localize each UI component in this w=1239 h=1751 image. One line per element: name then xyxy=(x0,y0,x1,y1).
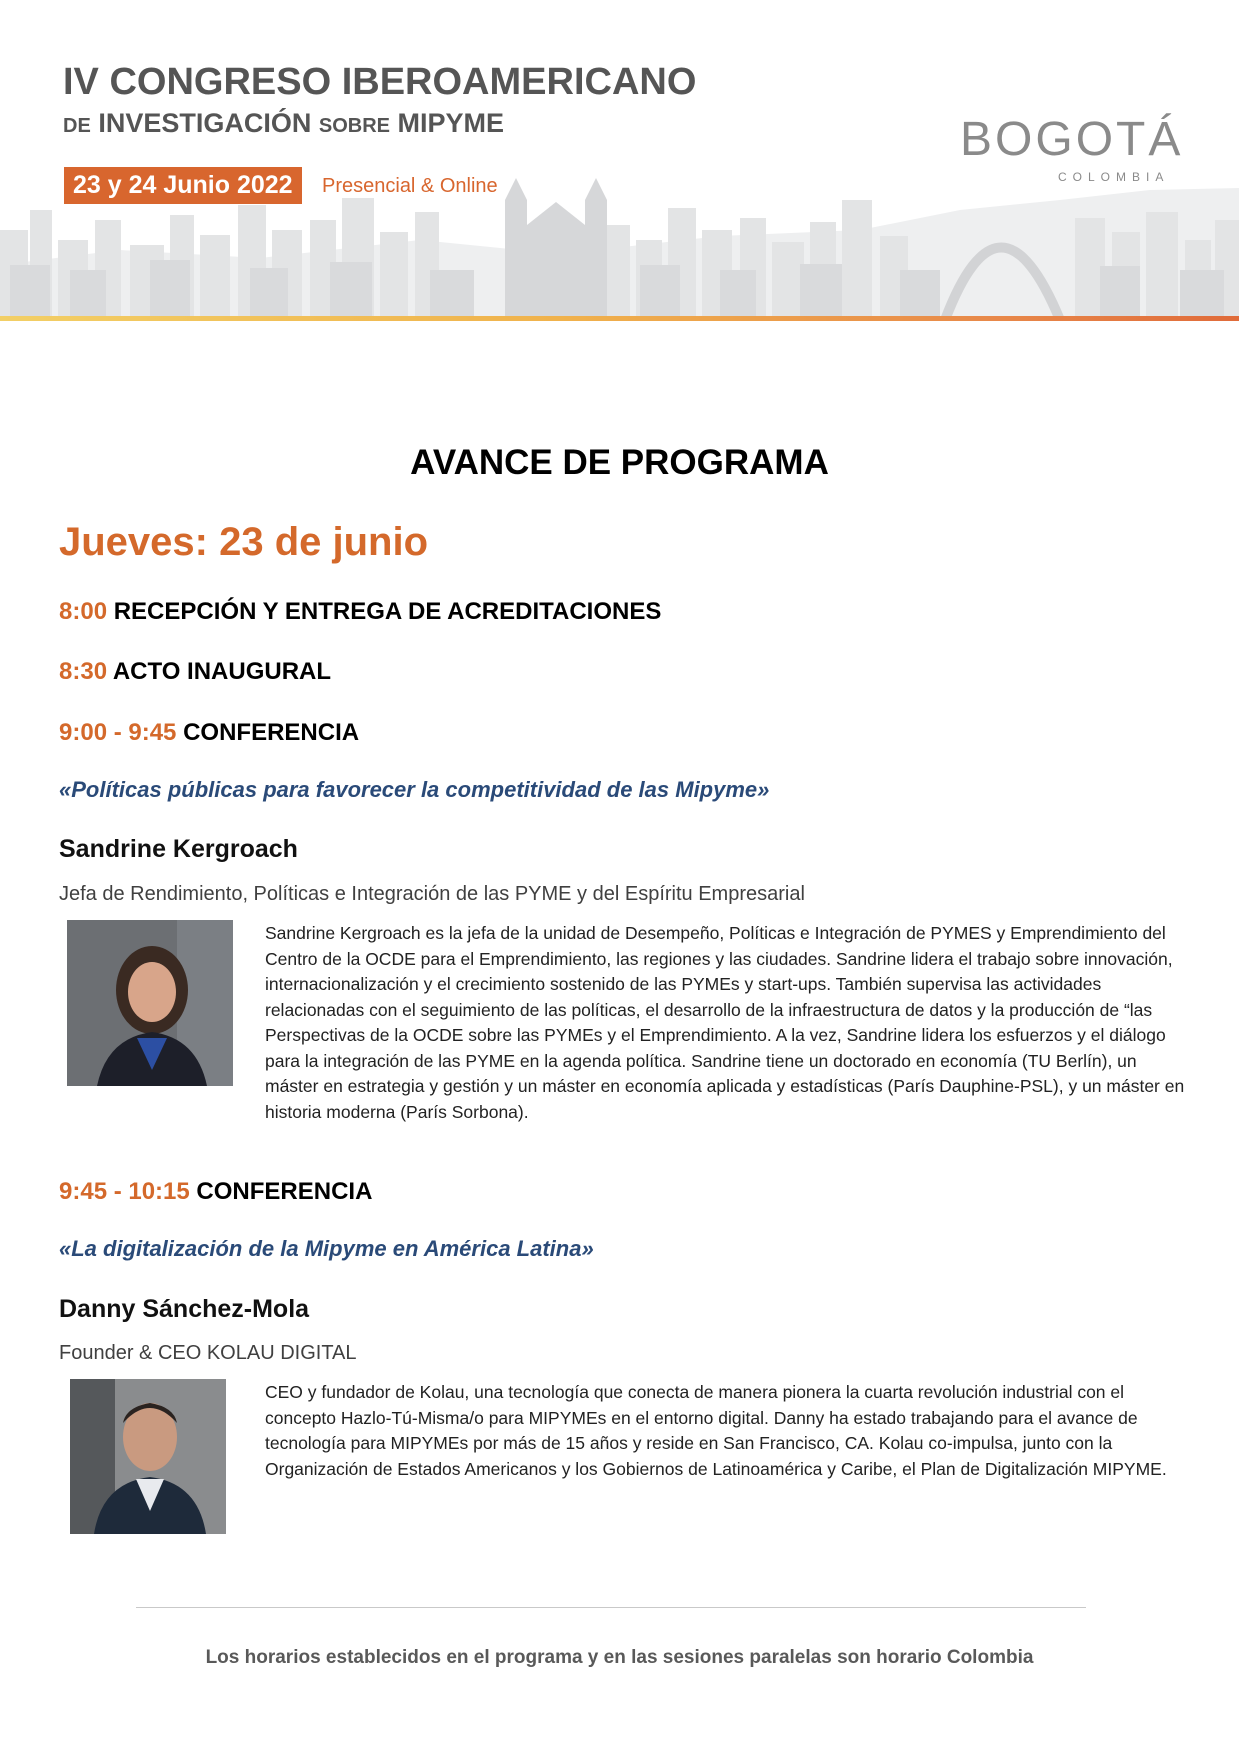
congress-title-line2 xyxy=(63,106,696,143)
schedule-item xyxy=(59,718,359,748)
footer-note: Los horarios establecidos en el programa y en las sesiones paralelas son horario Colombia xyxy=(205,1647,1034,1668)
speaker-photo xyxy=(70,1379,226,1534)
speaker-name: Danny Sánchez-Mola xyxy=(59,1295,310,1323)
speaker-photo xyxy=(67,920,233,1086)
schedule-label: CONFERENCIA xyxy=(196,1178,373,1205)
header-banner xyxy=(0,0,1239,330)
footer-divider xyxy=(136,1607,1086,1608)
schedule-label: CONFERENCIA xyxy=(183,719,360,746)
speaker-role: Jefa de Rendimiento, Políticas e Integración de las PYME y del Espíritu Empresarial xyxy=(59,883,805,905)
title-prefix: DE xyxy=(63,115,91,137)
speaker-role: Founder & CEO KOLAU DIGITAL xyxy=(59,1342,357,1364)
talk-title: «Políticas públicas para favorecer la competitividad de las Mipyme» xyxy=(59,777,770,802)
city-logo: BOGOTÁ xyxy=(960,113,1184,166)
schedule-item xyxy=(59,657,331,687)
congress-title-line1: IV CONGRESO IBEROAMERICANO xyxy=(63,61,697,103)
schedule-time: 9:00 - 9:45 xyxy=(59,719,177,746)
schedule-item xyxy=(59,597,661,627)
schedule-time: 8:00 xyxy=(59,598,108,625)
page-title: AVANCE DE PROGRAMA xyxy=(410,443,829,482)
speaker-portrait-icon xyxy=(70,1379,226,1534)
title-main: INVESTIGACIÓN xyxy=(98,108,312,138)
schedule-label: ACTO INAUGURAL xyxy=(112,658,332,685)
speaker-bio: CEO y fundador de Kolau, una tecnología que conecta de manera pionera la cuarta revolución industrial con el concepto Hazlo-Tú-Misma/o para MIPYMEs en el entorno digital. Danny ha estado trabajando para el avance de tecnología para MIPYMEs por más de 15 años y reside en San Francisco, CA. Kolau co-impulsa, junto con la Organización de Estados Americanos y los Gobiernos de Latinoamérica y Caribe, el Plan de Digitalización MIPYME. xyxy=(265,1382,1167,1479)
day-heading: Jueves: 23 de junio xyxy=(59,520,429,564)
title-connector: SOBRE xyxy=(318,115,390,137)
title-end: MIPYME xyxy=(397,108,505,138)
speaker-portrait-icon xyxy=(67,920,233,1086)
schedule-item xyxy=(59,1177,372,1207)
event-dates-badge: 23 y 24 Junio 2022 xyxy=(64,167,302,204)
event-mode: Presencial & Online xyxy=(322,175,498,197)
talk-title: «La digitalización de la Mipyme en América Latina» xyxy=(59,1236,594,1261)
schedule-label: RECEPCIÓN Y ENTREGA DE ACREDITACIONES xyxy=(113,598,662,625)
banner-accent-line xyxy=(0,316,1239,321)
speaker-name: Sandrine Kergroach xyxy=(59,835,298,863)
speaker-bio: Sandrine Kergroach es la jefa de la unidad de Desempeño, Políticas e Integración de PYMES y Emprendimiento del Centro de la OCDE para el Emprendimiento, las regiones y las ciudades. Sandrine lidera el trabajo sobre innovación, internacionalización y el crecimiento sostenido de las PYMEs y start-ups. También supervisa las actividades relacionadas con el seguimiento de las políticas, el desarrollo de la infraestructura de datos y la producción de “las Perspectivas de la OCDE sobre las PYMEs y el Emprendimiento. A la vez, Sandrine lidera los esfuerzos y el diálogo para la integración de las PYME en la agenda política. Sandrine tiene un doctorado en economía (TU Berlín), un máster en estrategia y gestión y un máster en economía aplicada y estadísticas (París Dauphine-PSL), y un máster en historia moderna (París Sorbona). xyxy=(265,923,1185,1122)
congress-title xyxy=(63,60,696,143)
schedule-time: 9:45 - 10:15 xyxy=(59,1178,190,1205)
schedule-time: 8:30 xyxy=(59,658,108,685)
country-label: COLOMBIA xyxy=(1058,170,1170,184)
